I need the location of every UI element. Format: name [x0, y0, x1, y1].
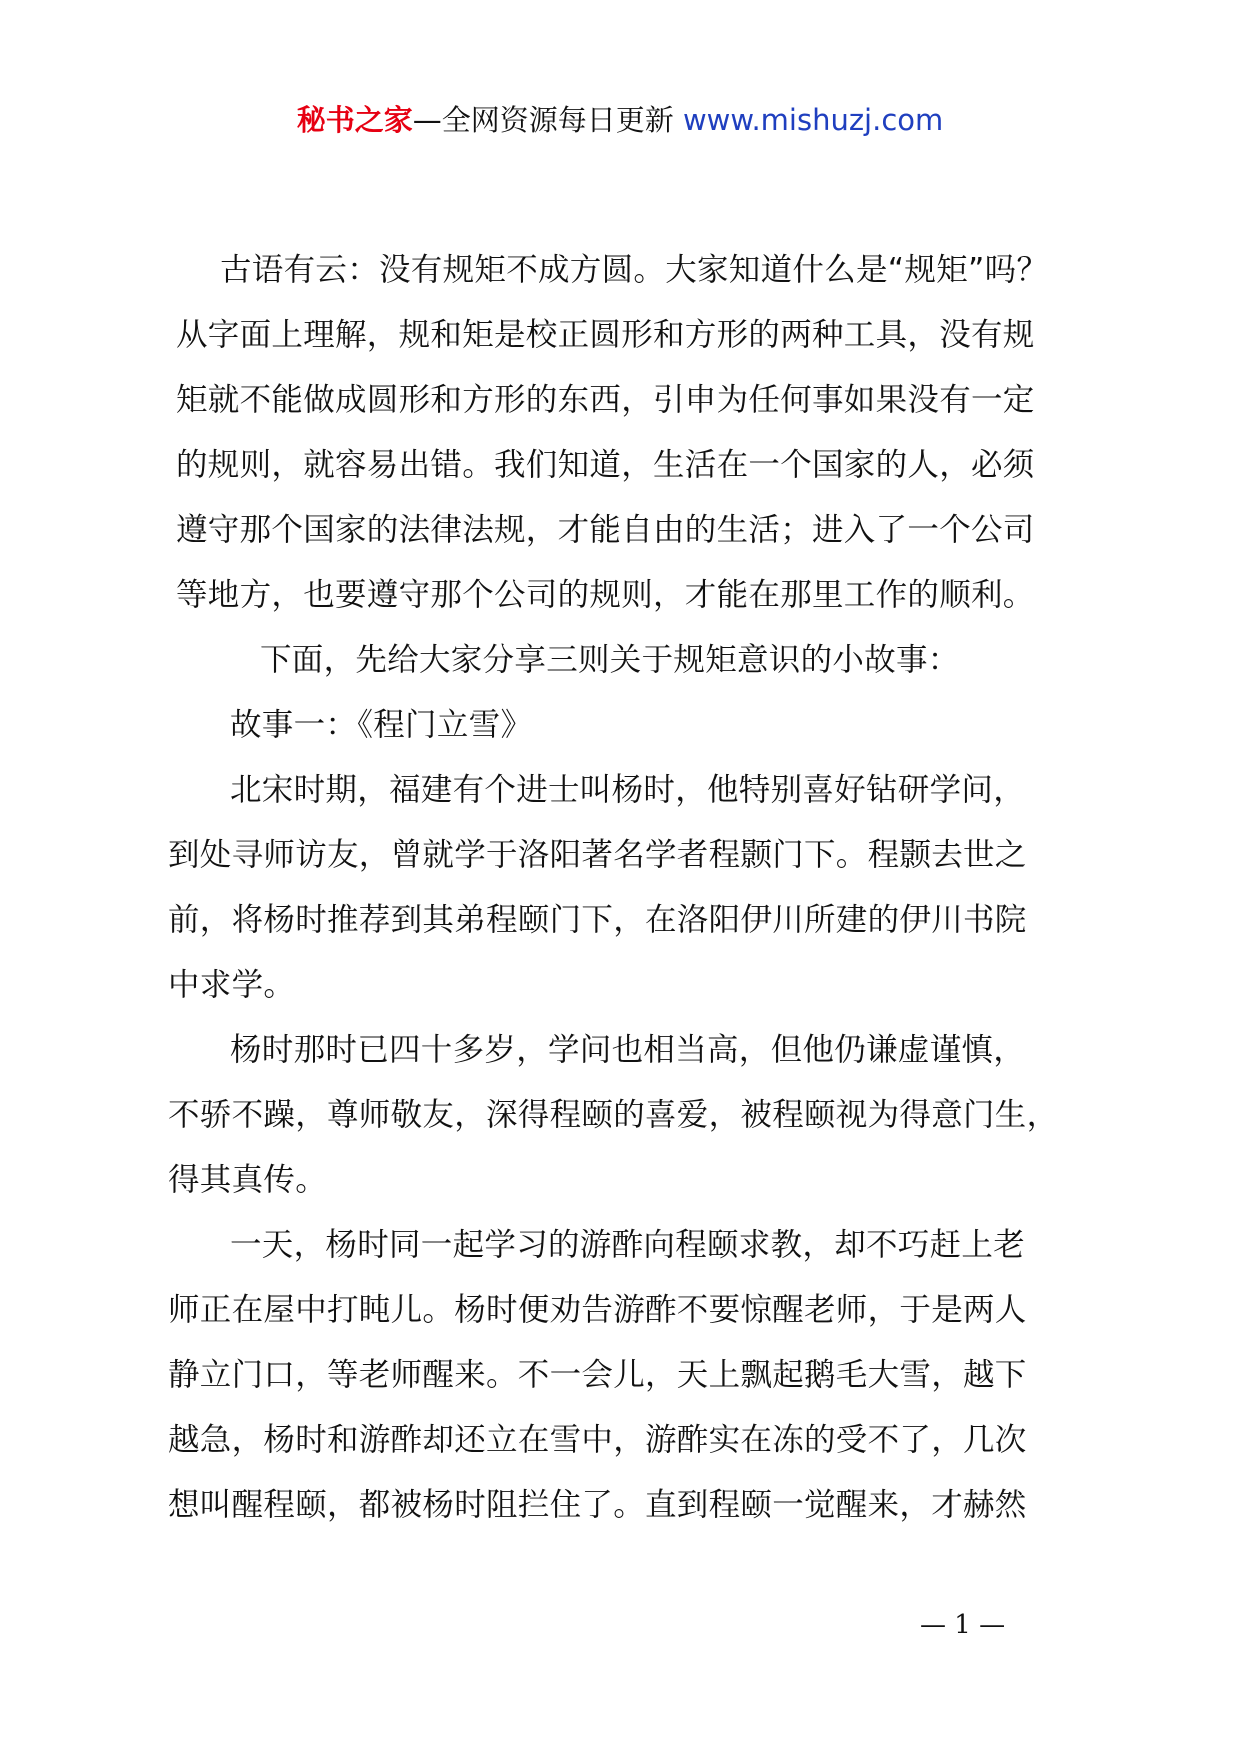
body-text-line: 越急，杨时和游酢却还立在雪中，游酢实在冻的受不了，几次	[168, 1422, 1027, 1458]
body-text-line: 师正在屋中打盹儿。杨时便劝告游酢不要惊醒老师，于是两人	[168, 1292, 1027, 1328]
body-text-line: 等地方，也要遵守那个公司的规则，才能在那里工作的顺利。	[176, 577, 1035, 613]
body-text-line: 前，将杨时推荐到其弟程颐门下，在洛阳伊川所建的伊川书院	[168, 902, 1027, 938]
body-text-line: 下面，先给大家分享三则关于规矩意识的小故事：	[260, 642, 960, 678]
body-text-line: 的规则，就容易出错。我们知道，生活在一个国家的人，必须	[176, 447, 1035, 483]
body-text-line: 不骄不躁，尊师敬友，深得程颐的喜爱，被程颐视为得意门生，	[168, 1097, 1059, 1133]
body-text-line: 北宋时期，福建有个进士叫杨时，他特别喜好钻研学问，	[230, 772, 1026, 808]
body-text-line: 一天，杨时同一起学习的游酢向程颐求教，却不巧赶上老	[230, 1227, 1026, 1263]
header-slogan: —全网资源每日更新	[412, 103, 683, 137]
body-text-line: 想叫醒程颐，都被杨时阻拦住了。直到程颐一觉醒来，才赫然	[168, 1487, 1027, 1523]
body-text-line: 遵守那个国家的法律法规，才能自由的生活；进入了一个公司	[176, 512, 1035, 548]
document-body	[168, 238, 1128, 1538]
body-text-line: 中求学。	[168, 967, 296, 1003]
body-text-line: 古语有云：没有规矩不成方圆。大家知道什么是“规矩”吗？	[220, 252, 1049, 288]
body-text-line: 到处寻师访友，曾就学于洛阳著名学者程颢门下。程颢去世之	[168, 837, 1027, 873]
body-text-line: 从字面上理解，规和矩是校正圆形和方形的两种工具，没有规	[176, 317, 1035, 353]
site-header	[0, 100, 1240, 140]
body-text-line: 故事一：《程门立雪》	[230, 707, 533, 743]
body-text-line: 静立门口，等老师醒来。不一会儿，天上飘起鹅毛大雪，越下	[168, 1357, 1027, 1393]
body-text-line: 矩就不能做成圆形和方形的东西，引申为任何事如果没有一定	[176, 382, 1035, 418]
site-url-link[interactable]: www.mishuzj.com	[682, 103, 944, 137]
body-text-line: 得其真传。	[168, 1162, 328, 1198]
body-text-line: 杨时那时已四十多岁，学问也相当高，但他仍谦虚谨慎，	[230, 1032, 1026, 1068]
brand-name: 秘书之家	[296, 103, 413, 137]
page-number: — 1 —	[920, 1610, 1006, 1640]
